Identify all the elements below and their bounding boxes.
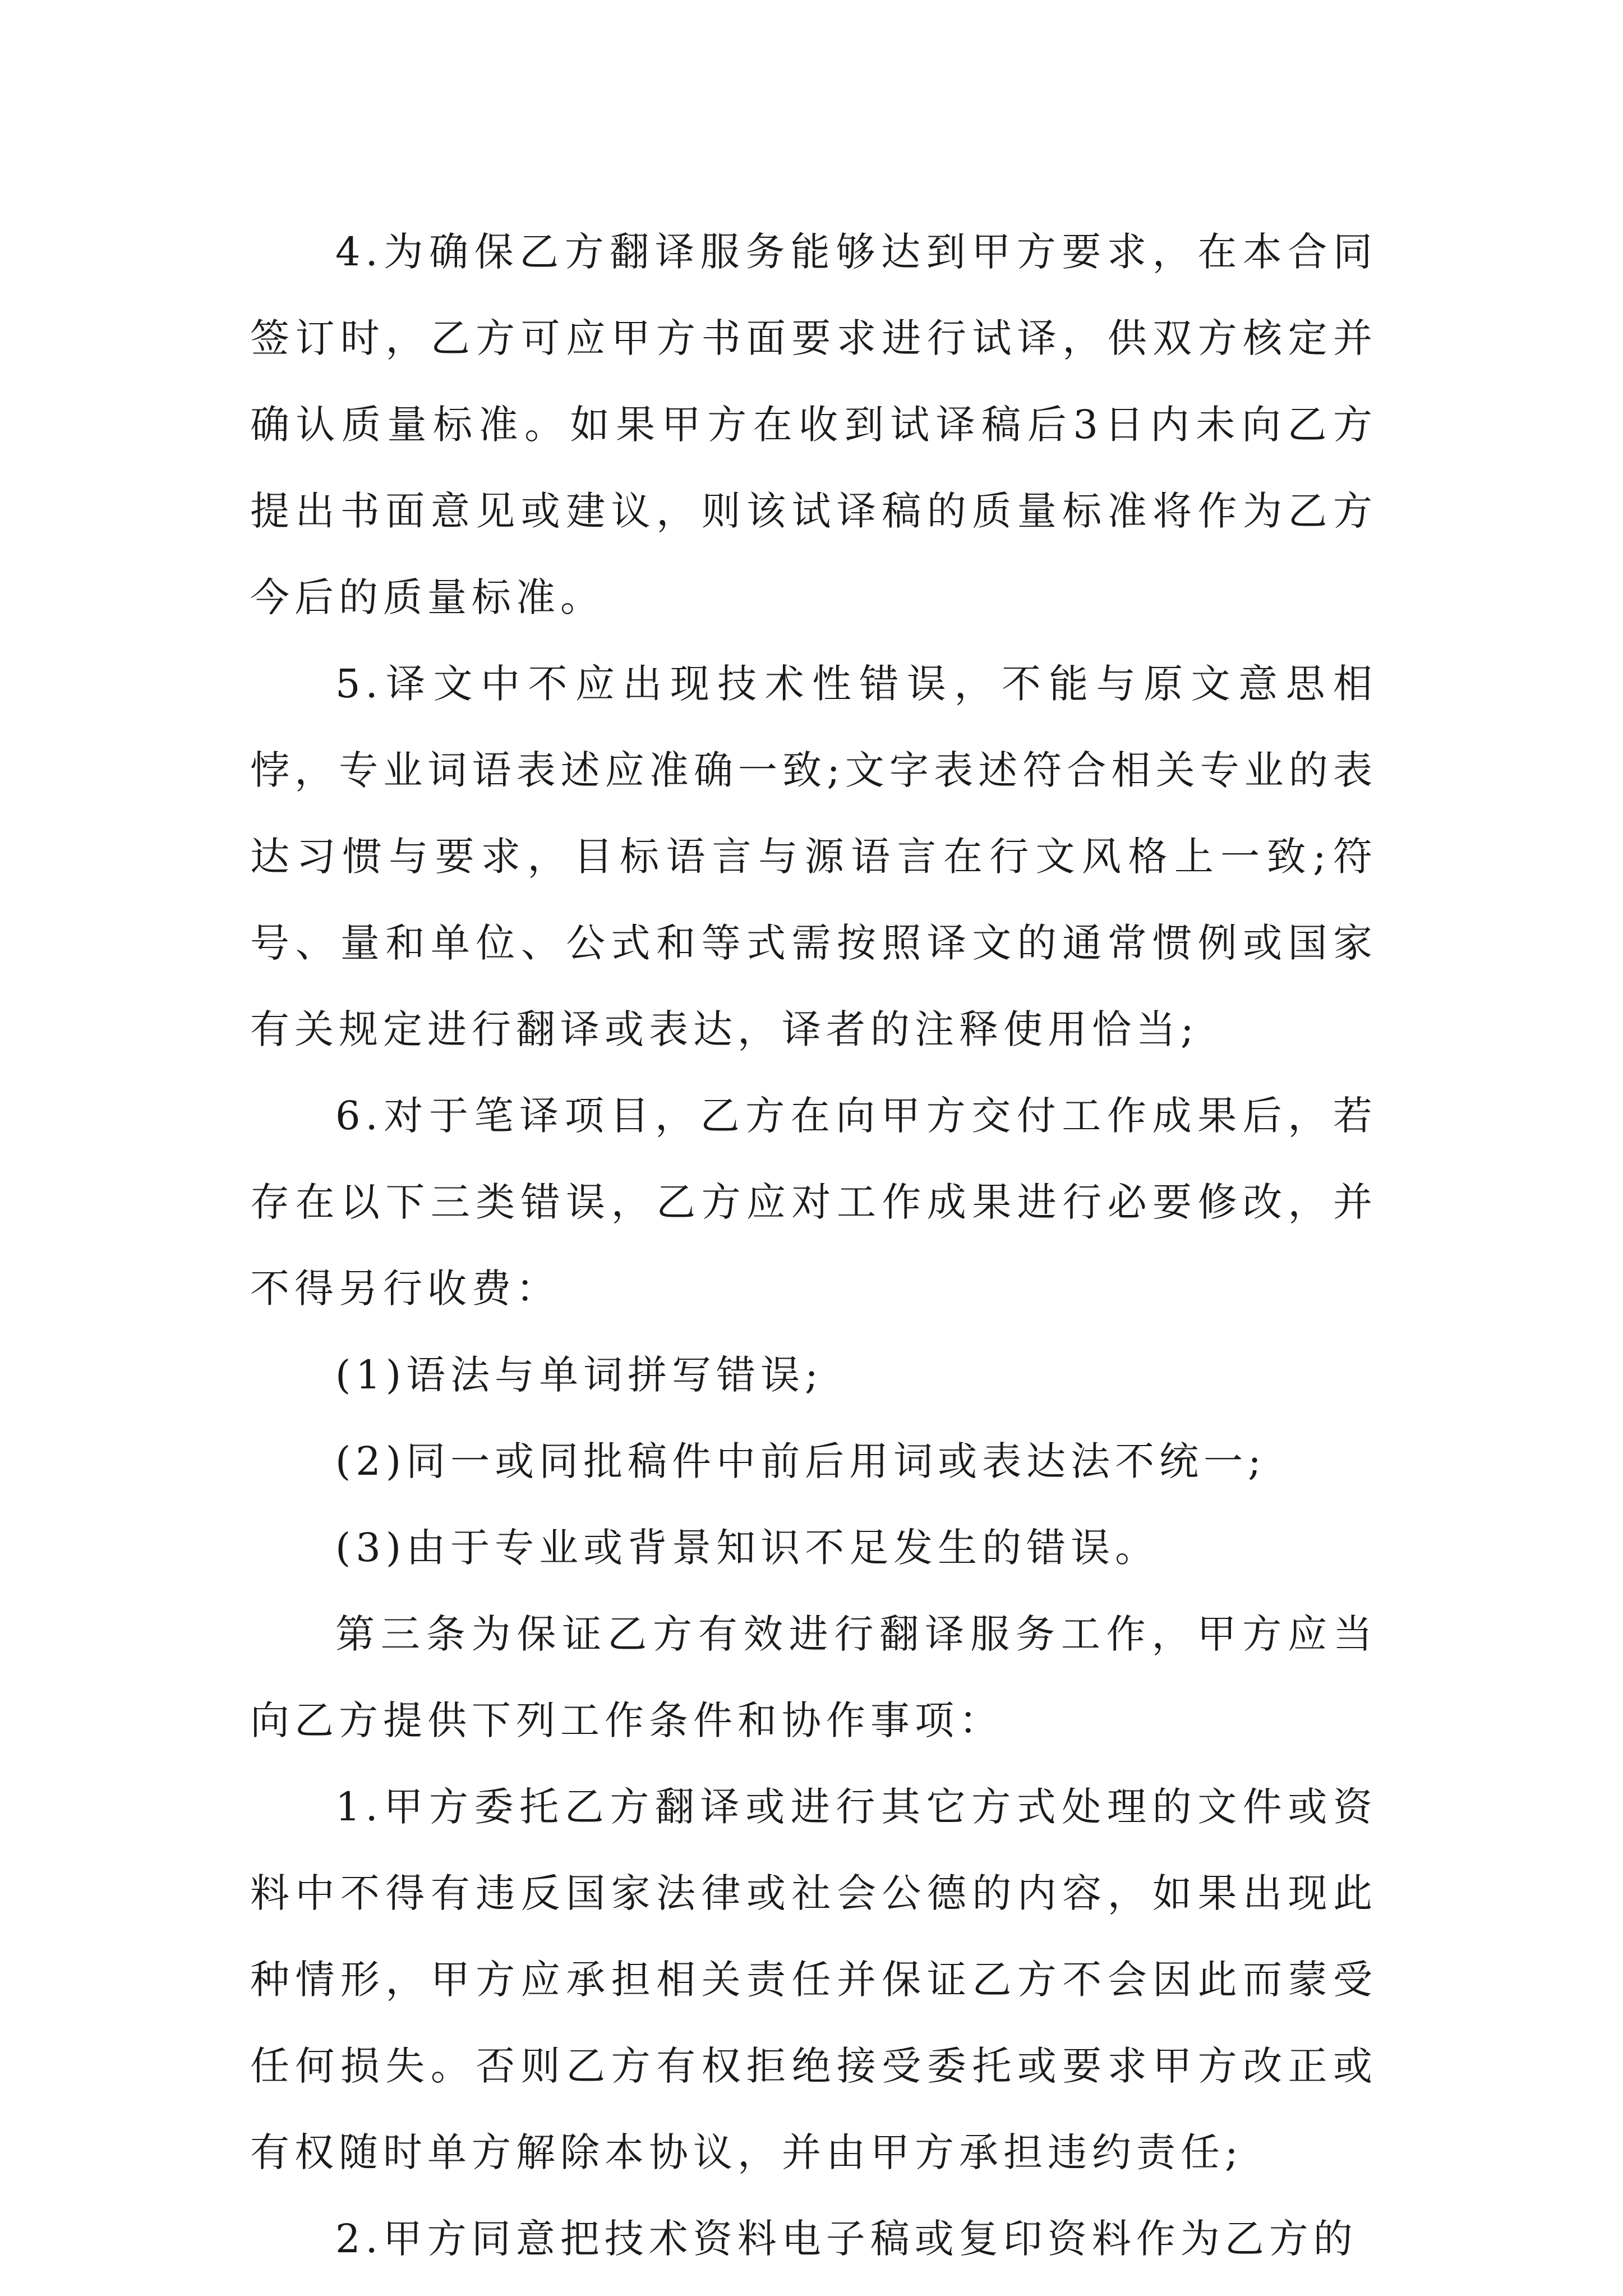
- paragraph-article-3-item-1: 1.甲方委托乙方翻译或进行其它方式处理的文件或资料中不得有违反国家法律或社会公德的内容，如果出现此种情形，甲方应承担相关责任并保证乙方不会因此而蒙受任何损失。否则乙方有权拒绝接受委托或要求甲方改正或有权随时单方解除本协议，并由甲方承担违约责任;: [250, 1784, 1377, 2175]
- list-item-error-1: (1)语法与单词拼写错误;: [335, 1352, 823, 1398]
- paragraph-clause-4: 4.为确保乙方翻译服务能够达到甲方要求，在本合同签订时，乙方可应甲方书面要求进行试译，供双方核定并确认质量标准。如果甲方在收到试译稿后3日内未向乙方提出书面意见或建议，则该试译稿的质量标准将作为乙方今后的质量标准。: [250, 229, 1377, 620]
- paragraph-article-3: 第三条为保证乙方有效进行翻译服务工作，甲方应当向乙方提供下列工作条件和协作事项：: [250, 1611, 1377, 1743]
- paragraph-clause-6: 6.对于笔译项目，乙方在向甲方交付工作成果后，若存在以下三类错误，乙方应对工作成果进行必要修改，并不得另行收费：: [250, 1093, 1377, 1312]
- list-item-error-3: (3)由于专业或背景知识不足发生的错误。: [335, 1525, 1160, 1571]
- document-body: [250, 209, 1377, 2282]
- paragraph-article-3-item-2: 2.甲方同意把技术资料电子稿或复印资料作为乙方的: [335, 2216, 1358, 2262]
- list-item-error-2: (2)同一或同批稿件中前后用词或表达法不统一;: [335, 1438, 1266, 1484]
- paragraph-clause-5: 5.译文中不应出现技术性错误，不能与原文意思相悖，专业词语表述应准确一致;文字表述符合相关专业的表达习惯与要求，目标语言与源语言在行文风格上一致;符号、量和单位、公式和等式需按照译文的通常惯例或国家有关规定进行翻译或表达，译者的注释使用恰当;: [250, 661, 1377, 1052]
